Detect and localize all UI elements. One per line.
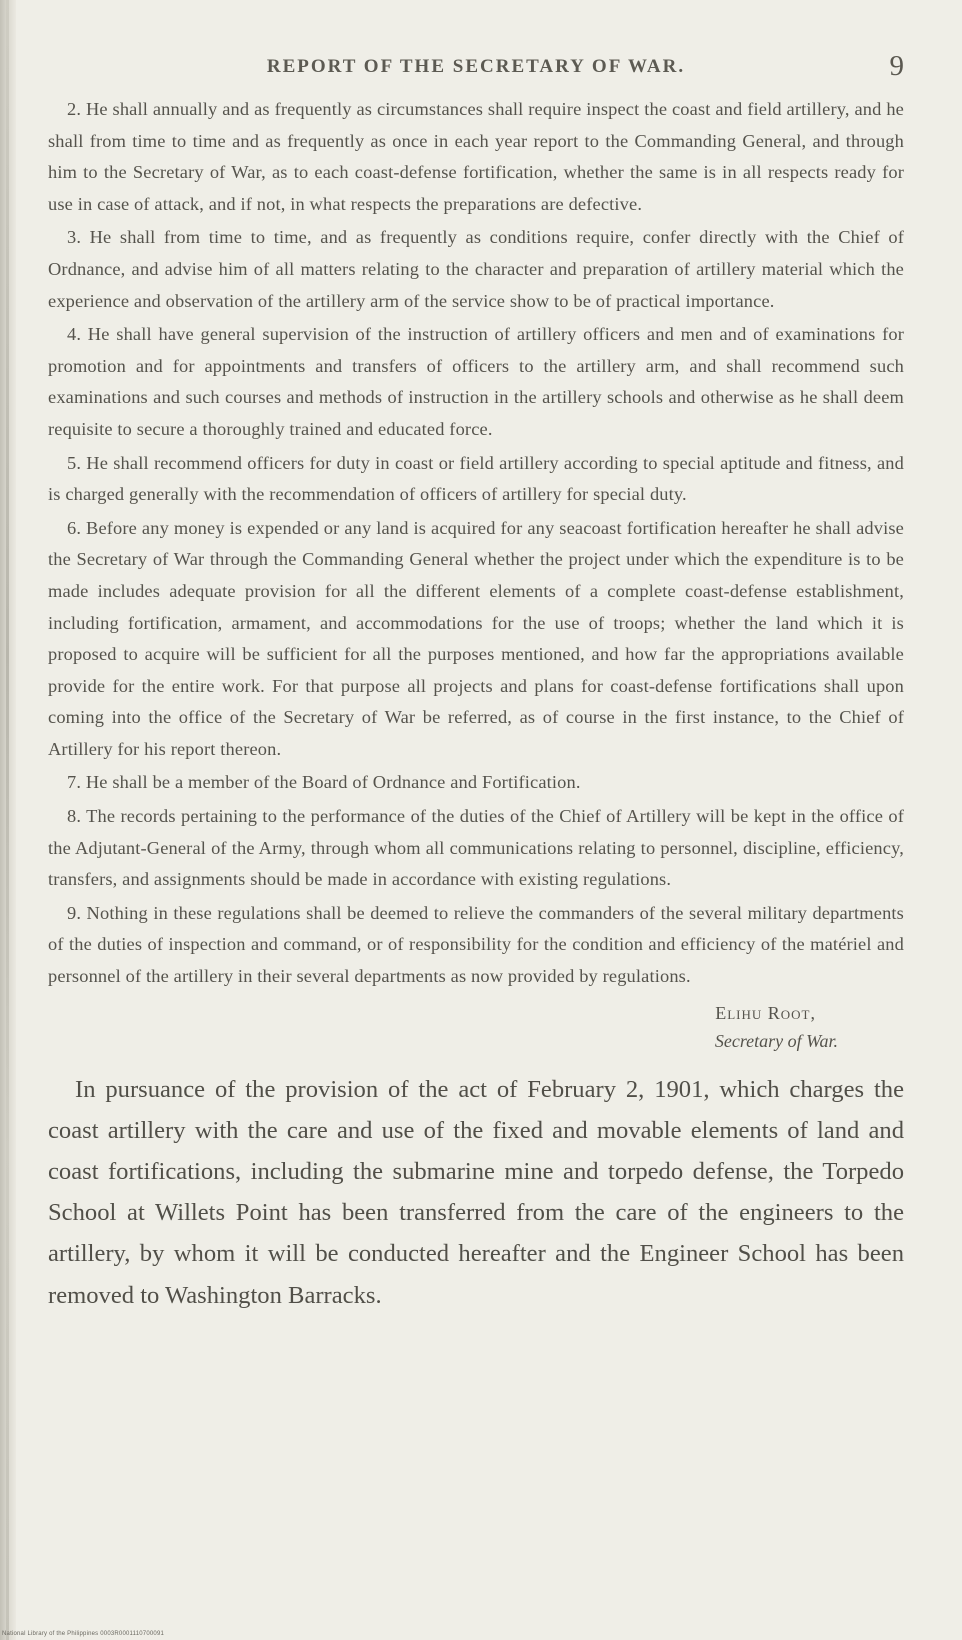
paragraph-6: 6. Before any money is expended or any land is acquired for any seacoast fortification hereafter he shall advise the Secretary of War through the Commanding General whether the project under which the expenditure is to be made includes adequate provision for all the different elements of a complete coast-defense establishment, including fortification, armament, and accommodations for the use of troops; whether the land which it is proposed to acquire will be sufficient for all the purposes mentioned, and how far the appropriations available provide for the entire work. For that purpose all projects and plans for coast-defense fortifications shall upon coming into the office of the Secretary of War be referred, as of course in the first instance, to the Chief of Artillery for his report thereon. xyxy=(48,517,904,759)
binding-shadow xyxy=(6,0,9,1640)
signature-block xyxy=(48,999,904,1055)
closing-paragraph: In pursuance of the provision of the act of February 2, 1901, which charges the coast artillery with the care and use of the fixed and movable elements of land and coast fortifications, including the submarine mine and torpedo defense, the Torpedo School at Willets Point has been transferred from the care of the engineers to the artillery, by whom it will be conducted hereafter and the Engineer School has been removed to Washington Barracks. xyxy=(48,1075,904,1309)
regulations-body xyxy=(48,94,904,993)
document-page xyxy=(48,50,904,1316)
signatory-name: Elihu Root, xyxy=(715,1002,816,1023)
running-header xyxy=(48,50,904,90)
paragraph-9: 9. Nothing in these regulations shall be deemed to relieve the commanders of the several military departments of the duties of inspection and command, or of responsibility for the condition and efficiency of the matériel and personnel of the artillery in their several departments as now provided by regulations. xyxy=(48,902,904,987)
paragraph-4: 4. He shall have general supervision of the instruction of artillery officers and men and of examinations for promotion and for appointments and transfers of officers to the artillery arm, and shall recommend such examinations and such courses and methods of instruction in the artillery schools and otherwise as he shall deem requisite to secure a thoroughly trained and educated force. xyxy=(48,324,904,439)
page-binding-edge xyxy=(0,0,16,1640)
paragraph-8: 8. The records pertaining to the performance of the duties of the Chief of Artillery will be kept in the office of the Adjutant-General of the Army, through whom all communications relating to personnel, discipline, efficiency, transfers, and assignments should be made in accordance with existing regulations. xyxy=(48,806,904,890)
paragraph-5: 5. He shall recommend officers for duty in coast or field artillery according to special aptitude and fitness, and is charged generally with the recommendation of officers of artillery for special duty. xyxy=(48,452,904,505)
page-number: 9 xyxy=(889,50,904,82)
paragraph-3: 3. He shall from time to time, and as frequently as conditions require, confer directly with the Chief of Ordnance, and advise him of all matters relating to the character and preparation of artillery material which the experience and observation of the artillery arm of the service show to be of practical importance. xyxy=(48,227,904,311)
signatory-title: Secretary of War. xyxy=(714,1030,838,1051)
scan-footer-credit: National Library of the Philippines 0003R0001110700091 xyxy=(2,1631,165,1637)
paragraph-2: 2. He shall annually and as frequently as circumstances shall require inspect the coast and field artillery, and he shall from time to time and as frequently as once in each year report to the Commanding General, and through him to the Secretary of War, as to each coast-defense fortification, whether the same is in all respects ready for use in case of attack, and if not, in what respects the preparations are defective. xyxy=(48,99,904,214)
paragraph-7: 7. He shall be a member of the Board of Ordnance and Fortification. xyxy=(67,772,581,793)
running-title: REPORT OF THE SECRETARY OF WAR. xyxy=(266,56,686,77)
